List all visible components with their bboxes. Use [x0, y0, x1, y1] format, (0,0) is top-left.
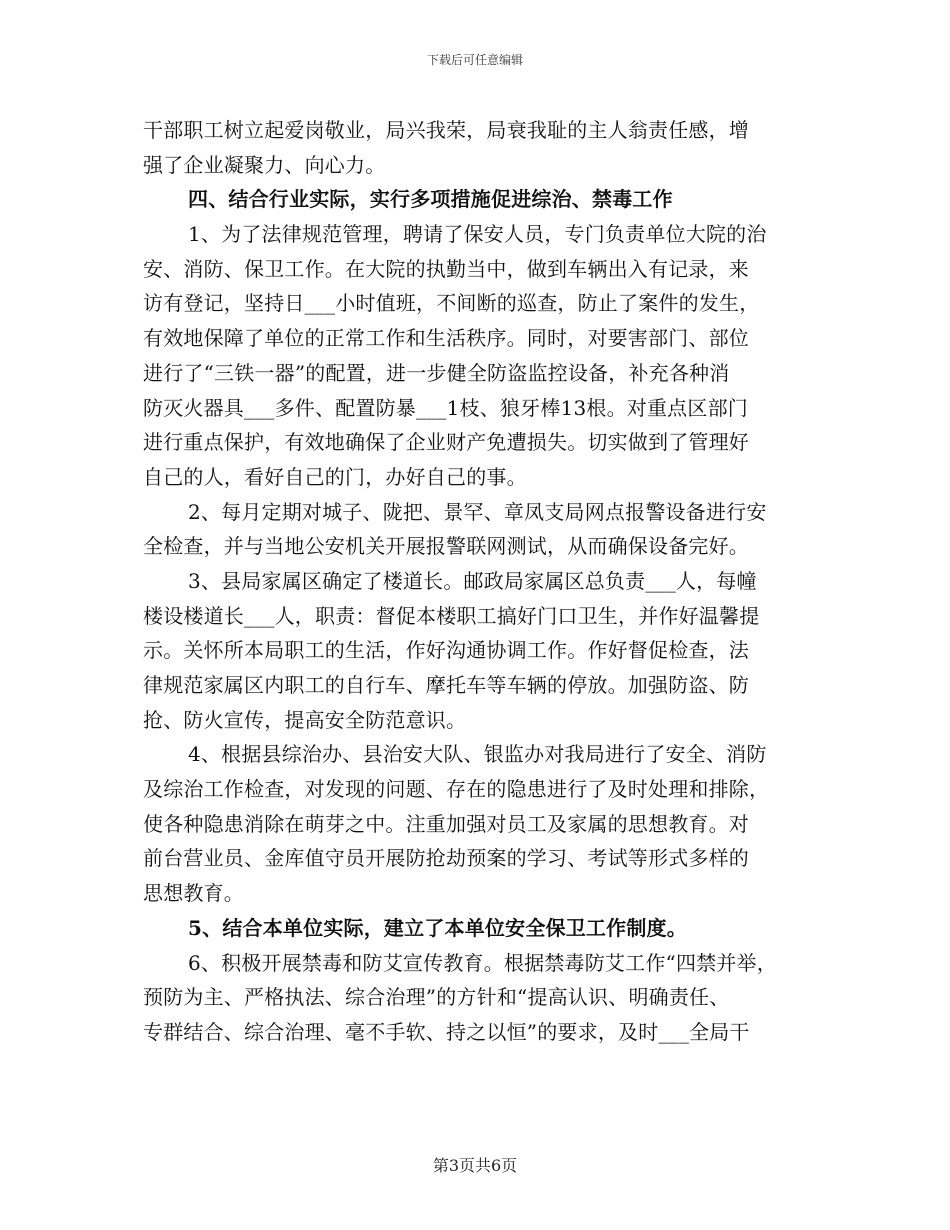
document-body	[143, 113, 815, 1050]
paragraph-6-start: 6、积极开展禁毒和防艾宣传教育。根据禁毒防艾工作“四禁并举，	[188, 950, 777, 975]
body-line: 干部职工树立起爱岗敬业，局兴我荣，局衰我耻的主人翁责任感，增	[143, 118, 749, 142]
body-line: 使各种隐患消除在萌芽之中。注重加强对员工及家属的思想教育。对	[143, 811, 749, 836]
body-line: 及综治工作检查，对发现的问题、存在的隐患进行了及时处理和排除，	[143, 777, 770, 802]
body-line: 自己的人，看好自己的门，办好自己的事。	[143, 464, 527, 489]
paragraph-1-start: 1、为了法律规范管理，聘请了保安人员，专门负责单位大院的治	[188, 222, 767, 247]
body-line: 思想教育。	[143, 881, 244, 906]
paragraph-4-start: 4、根据县综治办、县治安大队、银监办对我局进行了安全、消防	[188, 742, 767, 767]
body-line: 前台营业员、金库值守员开展防抢劫预案的学习、考试等形式多样的	[143, 846, 749, 871]
page-header: 下载后可任意编辑	[426, 53, 523, 67]
paragraph-5-heading: 5、结合本单位实际，建立了本单位安全保卫工作制度。	[188, 915, 687, 940]
body-line: 进行了“三铁一器”的配置，进一步健全防盗监控设备，补充各种消	[143, 360, 730, 385]
body-line: 示。关怀所本局职工的生活，作好沟通协调工作。作好督促检查，法	[143, 638, 749, 663]
body-line: 楼设楼道长___人，职责：督促本楼职工搞好门口卫生，并作好温馨提	[143, 603, 760, 628]
body-line: 安、消防、保卫工作。在大院的执勤当中，做到车辆出入有记录，来	[143, 256, 749, 281]
body-line: 防灭火器具___多件、配置防暴___1枝、狼牙棒13根。对重点区部门	[143, 395, 748, 420]
body-line: 全检查，并与当地公安机关开展报警联网测试，从而确保设备完好。	[143, 534, 749, 559]
page-footer: 第3页共6页	[432, 1156, 518, 1175]
paragraph-2-start: 2、每月定期对城子、陇把、景罕、章凤支局网点报警设备进行安	[188, 499, 767, 524]
paragraph-3-start: 3、县局家属区确定了楼道长。邮政局家属区总负责___人，每幢	[188, 568, 757, 593]
body-line: 专群结合、综合治理、毫不手软、持之以恒”的要求，及时___全局干	[143, 1019, 750, 1044]
body-line: 强了企业凝聚力、向心力。	[143, 152, 386, 177]
body-line: 进行重点保护，有效地确保了企业财产免遭损失。切实做到了管理好	[143, 430, 749, 455]
body-line: 抢、防火宣传，提高安全防范意识。	[143, 707, 467, 732]
body-line: 有效地保障了单位的正常工作和生活秩序。同时，对要害部门、部位	[143, 326, 749, 351]
body-line: 律规范家属区内职工的自行车、摩托车等车辆的停放。加强防盗、防	[143, 673, 749, 697]
body-line: 预防为主、严格执法、综合治理”的方针和“提高认识、明确责任、	[143, 985, 730, 1010]
section-heading: 四、结合行业实际，实行多项措施促进综治、禁毒工作	[188, 187, 673, 212]
body-line: 访有登记，坚持日___小时值班，不间断的巡查，防止了案件的发生，	[143, 291, 760, 316]
